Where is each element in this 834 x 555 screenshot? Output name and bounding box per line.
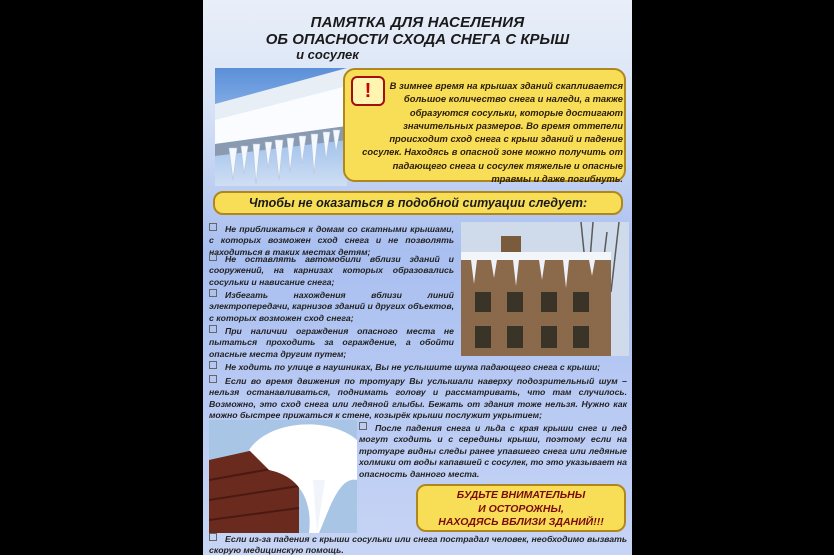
- rule-item: Не приближаться к домам со скатными крышами, с которых возможен сход снега и не позволять находиться в таких местах детям;: [209, 224, 454, 257]
- warning-line-3: НАХОДЯСЬ ВБЛИЗИ ЗДАНИЙ!!!: [438, 516, 604, 528]
- warning-panel: [416, 484, 626, 532]
- checkbox-bullet-icon: [209, 253, 217, 261]
- leaflet-page: [203, 0, 632, 555]
- rule-item: При наличии ограждения опасного места не пытаться проходить за ограждение, а обойти опасные места другим путем;: [209, 326, 454, 359]
- building-icicles-photo: [461, 222, 629, 356]
- rule-item: Если из-за падения с крыши сосульки или снега пострадал человек, необходимо вызвать скорую медицинскую помощь.: [209, 534, 627, 555]
- warning-line-2: И ОСТОРОЖНЫ,: [478, 502, 564, 515]
- checkbox-bullet-icon: [209, 375, 217, 383]
- checkbox-bullet-icon: [359, 422, 367, 430]
- warning-line-1: БУДЬТЕ ВНИМАТЕЛЬНЫ: [456, 489, 586, 501]
- notice-panel: [343, 68, 626, 185]
- title-line-1: ПАМЯТКА ДЛЯ НАСЕЛЕНИЯ: [310, 14, 525, 31]
- rule-item: Не оставлять автомобили вблизи зданий и сооружений, на карнизах которых образовались сосульки и нависание снега;: [209, 254, 454, 287]
- instructions-banner: Чтобы не оказаться в подобной ситуации следует:: [213, 191, 623, 215]
- icicles-roof-photo: [215, 68, 347, 186]
- rule-item: Избегать нахождения вблизи линий электропередачи, карнизов зданий и других объектов, с которых возможен сход снега;: [209, 290, 454, 323]
- rule-item: После падения снега и льда с края крыши снег и лед могут сходить и с середины крыши, поэтому если на тротуаре видны следы ранее упавшего снега или ледяные холмики от воды капавшей с сосулек, то это указывает на опасность данного места.: [359, 423, 627, 479]
- checkbox-bullet-icon: [209, 533, 217, 541]
- checkbox-bullet-icon: [209, 289, 217, 297]
- checkbox-bullet-icon: [209, 325, 217, 333]
- snow-overhang-photo: [209, 420, 357, 533]
- rule-item: Если во время движения по тротуару Вы услышали наверху подозрительный шум – нельзя останавливаться, поднимать голову и рассматривать, что там случилось. Возможно, это сход снега или ледяной глыбы. Бежать от здания тоже нельзя. Нужно как можно быстрее прижаться к стене, козырёк крыши послужит укрытием;: [209, 376, 627, 421]
- title-line-2: ОБ ОПАСНОСТИ СХОДА СНЕГА С КРЫШ: [265, 31, 570, 48]
- notice-text: В зимнее время на крышах зданий скапливается большое количество снега и наледи, а также образуются сосульки, которые достигают значительных размеров. Во время оттепели происходит сход снега с крыш зданий и падение сосулек. Находясь в опасной зоне можно получить от падающего снега и сосулек тяжелые и опасные травмы и даже погибнуть.: [362, 80, 623, 185]
- checkbox-bullet-icon: [209, 223, 217, 231]
- exclamation-icon: !: [351, 76, 385, 106]
- checkbox-bullet-icon: [209, 361, 217, 369]
- rule-item: Не ходить по улице в наушниках, Вы не услышите шума падающего снега с крыши;: [209, 361, 627, 373]
- title-line-3: и сосулек: [296, 47, 359, 62]
